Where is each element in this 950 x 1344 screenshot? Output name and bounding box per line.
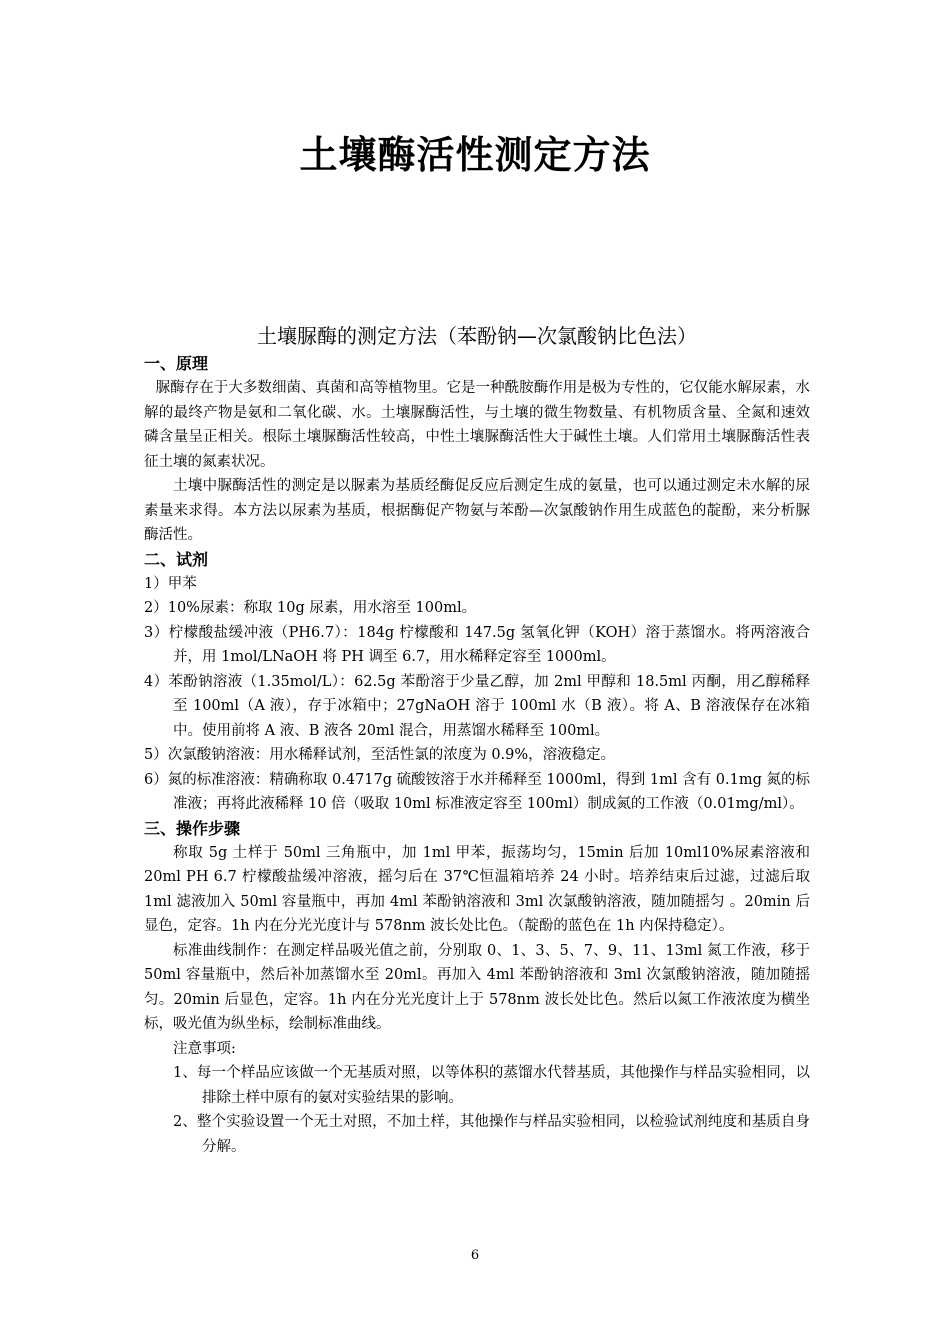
note-item: 1、每一个样品应该做一个无基质对照，以等体积的蒸馏水代替基质，其他操作与样品实验相同，以排除土样中原有的氨对实验结果的影响。 [173,1065,810,1106]
reagent-item: 5）次氯酸钠溶液：用水稀释试剂，至活性氯的浓度为 0.9%，溶液稳定。 [144,747,616,763]
reagent-item: 2）10%尿素：称取 10g 尿素，用水溶至 100ml。 [144,600,477,616]
document-title: 土壤酶活性测定方法 [299,133,651,177]
procedure-paragraph-1: 称取 5g 土样于 50ml 三角瓶中，加 1ml 甲苯，振荡均匀，15min 后加 10ml10%尿素溶液和 20ml PH 6.7 柠檬酸盐缓冲溶液，摇匀后在 37℃恒温箱培养 24 小时。培养结束后过滤，过滤后取 1ml 滤液加入 50ml 容量瓶中，再加 4ml 苯酚钠溶液和 3ml 次氯酸钠溶液，随加随摇匀 。20min 后显色，定容。1h 内在分光光度计与 578nm 波长处比色。（靛酚的蓝色在 1h 内保持稳定）。 [144,844,810,934]
reagent-item: 3）柠檬酸盐缓冲液（PH6.7）：184g 柠檬酸和 147.5g 氢氧化钾（KOH）溶于蒸馏水。将两溶液合并，用 1mol/LNaOH 将 PH 调至 6.7，用水稀释定容至 1000ml。 [144,624,810,665]
reagent-item: 6）氮的标准溶液：精确称取 0.4717g 硫酸铵溶于水并稀释至 1000ml，得到 1ml 含有 0.1mg 氮的标准液；再将此液稀释 10 倍（吸取 10ml 标准液定容至 100ml）制成氮的工作液（0.01mg/ml）。 [144,771,810,812]
reagent-item: 4）苯酚钠溶液（1.35mol/L）：62.5g 苯酚溶于少量乙醇，加 2ml 甲醇和 18.5ml 丙酮，用乙醇稀释至 100ml（A 液），存于冰箱中；27gNaOH 溶于 100ml 水（B 液）。将 A、B 溶液保存在冰箱中。使用前将 A 液、B 液各 20ml 混合，用蒸馏水稀释至 100ml。 [144,673,810,739]
section-heading-principle: 一、原理 [144,354,209,373]
notes-label: 注意事项: [173,1040,236,1057]
section-heading-procedure: 三、操作步骤 [144,818,241,838]
document-body [144,320,810,1159]
method-subtitle: 土壤脲酶的测定方法（苯酚钠—次氯酸钠比色法） [257,324,697,348]
section-heading-reagents: 二、试剂 [144,549,209,569]
note-item: 2、整个实验设置一个无土对照，不加土样，其他操作与样品实验相同，以检验试剂纯度和基质自身分解。 [173,1114,810,1155]
procedure-paragraph-2: 标准曲线制作：在测定样品吸光值之前，分别取 0、1、3、5、7、9、11、13ml 氮工作液，移于 50ml 容量瓶中，然后补加蒸馏水至 20ml。再加入 4ml 苯酚钠溶液和 3ml 次氯酸钠溶液，随加随摇匀。20min 后显色，定容。1h 内在分光光度计上于 578nm 波长处比色。然后以氮工作液浓度为横坐标，吸光值为纵坐标，绘制标准曲线。 [144,942,810,1032]
reagent-item: 1）甲苯 [144,575,197,592]
principle-paragraph-2: 土壤中脲酶活性的测定是以脲素为基质经酶促反应后测定生成的氨量，也可以通过测定未水解的尿素量来求得。本方法以尿素为基质，根据酶促产物氨与苯酚—次氯酸钠作用生成蓝色的靛酚，来分析脲酶活性。 [144,478,810,543]
page-number: 6 [470,1248,480,1263]
principle-paragraph-1: 脲酶存在于大多数细菌、真菌和高等植物里。它是一种酰胺酶作用是极为专性的，它仅能水解尿素，水解的最终产物是氨和二氧化碳、水。土壤脲酶活性，与土壤的微生物数量、有机物质含量、全氮和速效磷含量呈正相关。根际土壤脲酶活性较高，中性土壤脲酶活性大于碱性土壤。人们常用土壤脲酶活性表征土壤的氮素状况。 [144,380,810,470]
